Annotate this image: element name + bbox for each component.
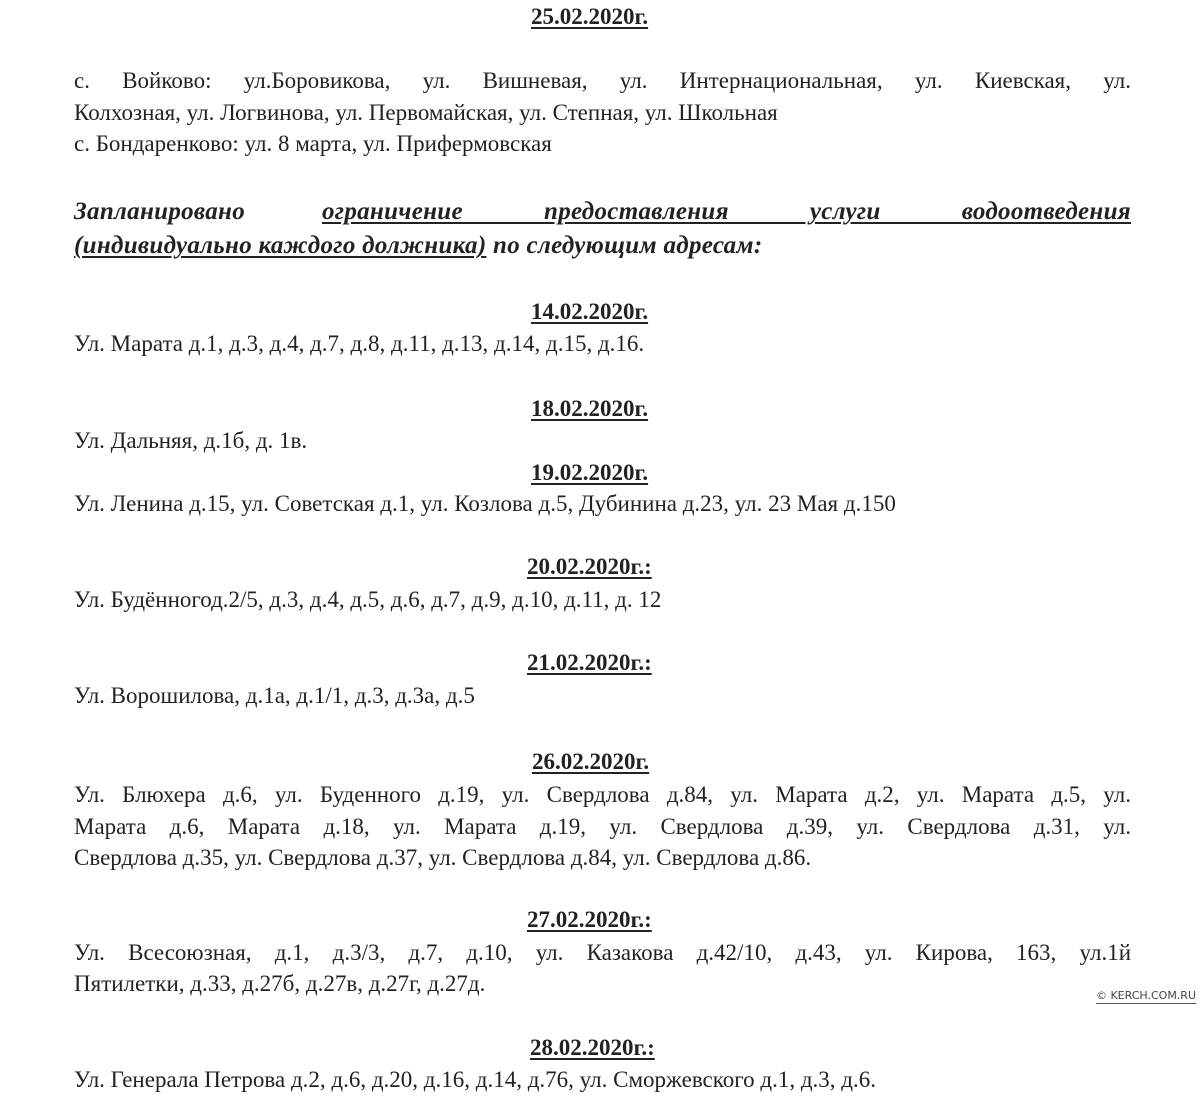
watermark: © KERCH.COM.RU [1095, 989, 1196, 1002]
address-line: Ул. Всесоюзная, д.1, д.3/3, д.7, д.10, ул. Казакова д.42/10, д.43, ул. Кирова, 163, ул.1й [74, 940, 1131, 965]
date-heading: 18.02.2020г. [531, 396, 649, 421]
date-heading: 14.02.2020г. [531, 299, 649, 324]
address-line: Ул. Марата д.1, д.3, д.4, д.7, д.8, д.11, д.13, д.14, д.15, д.16. [74, 331, 645, 356]
notice-heading-line2 [74, 232, 762, 260]
notice-heading [74, 198, 1131, 226]
address-line: с. Бондаренково: ул. 8 марта, ул. Прифермовская [74, 131, 552, 156]
date-heading: 28.02.2020г.: [530, 1035, 655, 1060]
heading-text: Запланировано [74, 198, 246, 225]
address-line: с. Войково: ул.Боровикова, ул. Вишневая, ул. Интернациональная, ул. Киевская, ул. [74, 68, 1131, 93]
address-line: Ул. Ворошилова, д.1а, д.1/1, д.3, д.3а, д.5 [74, 683, 475, 708]
date-heading: 19.02.2020г. [531, 460, 649, 485]
address-line: Марата д.6, Марата д.18, ул. Марата д.19, ул. Свердлова д.39, ул. Свердлова д.31, ул. [74, 814, 1131, 839]
address-line: Колхозная, ул. Логвинова, ул. Первомайская, ул. Степная, ул. Школьная [74, 100, 778, 125]
date-heading: 26.02.2020г. [532, 749, 650, 774]
date-heading: 25.02.2020г. [531, 4, 649, 29]
address-line: Пятилетки, д.33, д.27б, д.27в, д.27г, д.27д. [74, 971, 486, 996]
address-line: Ул. Будённогод.2/5, д.3, д.4, д.5, д.6, д.7, д.9, д.10, д.11, д. 12 [74, 587, 662, 612]
address-line: Свердлова д.35, ул. Свердлова д.37, ул. Свердлова д.84, ул. Свердлова д.86. [74, 845, 812, 870]
address-line: Ул. Блюхера д.6, ул. Буденного д.19, ул. Свердлова д.84, ул. Марата д.2, ул. Марата д.5, ул. [74, 782, 1131, 807]
address-line: Ул. Генерала Петрова д.2, д.6, д.20, д.16, д.14, д.76, ул. Сморжевского д.1, д.3, д.6. [74, 1067, 876, 1092]
date-heading: 27.02.2020г.: [527, 907, 652, 932]
heading-underlined-text: ограничение предоставления услуги водоотведения [322, 198, 1131, 225]
address-line: Ул. Дальняя, д.1б, д. 1в. [74, 428, 308, 453]
heading-text: по следующим адресам: [486, 232, 763, 259]
heading-underlined-text: (индивидуально каждого должника) [74, 232, 487, 259]
address-line: Ул. Ленина д.15, ул. Советская д.1, ул. Козлова д.5, Дубинина д.23, ул. 23 Мая д.150 [74, 491, 896, 516]
date-heading: 20.02.2020г.: [527, 554, 652, 579]
date-heading: 21.02.2020г.: [527, 650, 652, 675]
